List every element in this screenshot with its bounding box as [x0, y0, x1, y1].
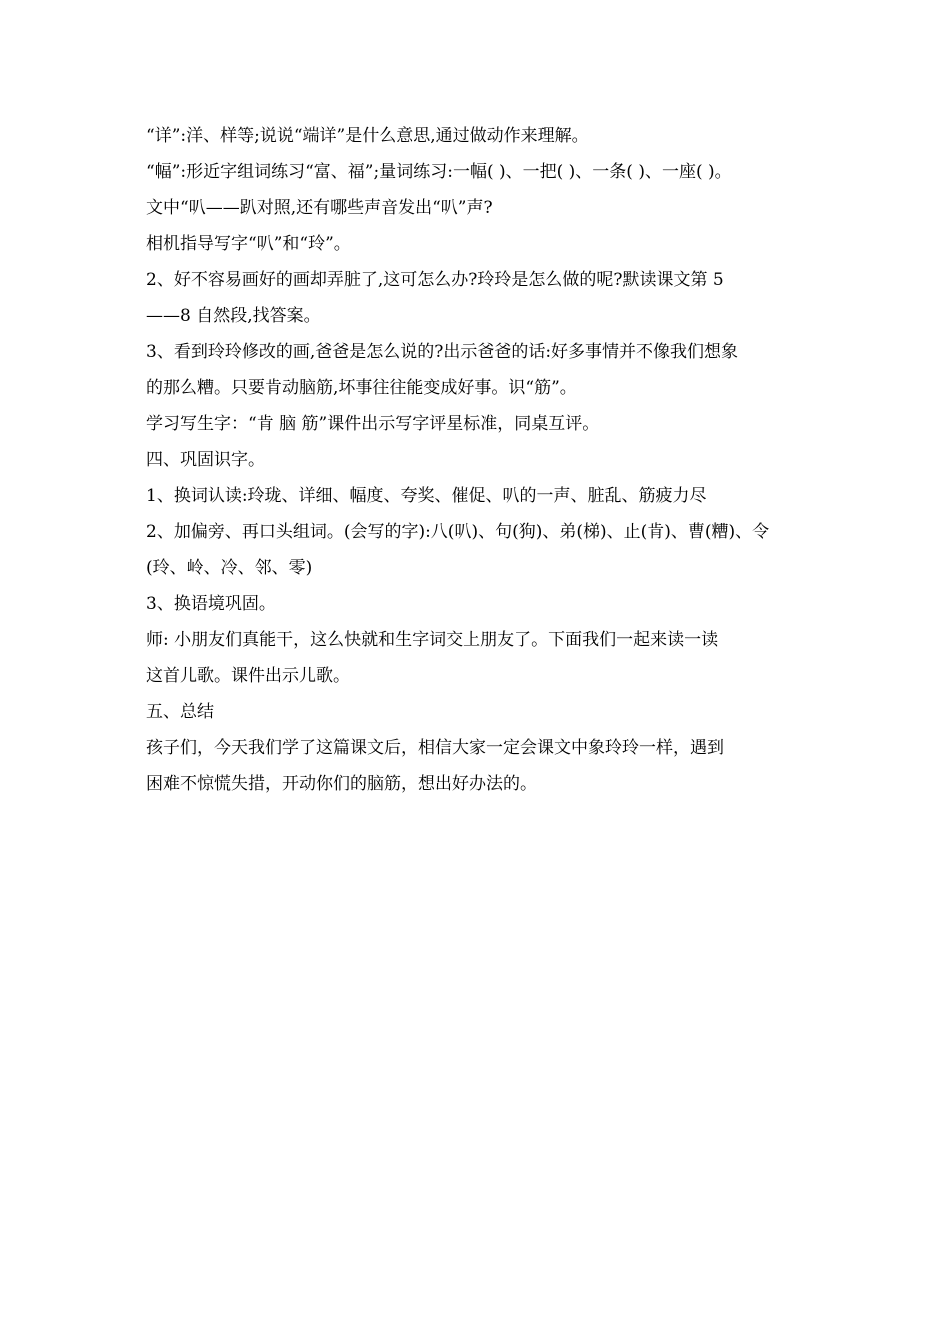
text-line-9: 学习写生字：“肯 脑 筋”课件出示写字评星标准，同桌互评。 [146, 414, 600, 434]
text-line-12: 2、加偏旁、再口头组词。(会写的字):八(叭)、句(狗)、弟(梯)、止(肯)、曹(糟)、令 [146, 522, 770, 542]
section-heading-5: 五、总结 [146, 702, 214, 722]
text-line-19: 困难不惊慌失措，开动你们的脑筋，想出好办法的。 [146, 774, 537, 794]
text-line-15: 师: 小朋友们真能干，这么快就和生字词交上朋友了。下面我们一起来读一读 [146, 630, 719, 650]
text-line-16: 这首儿歌。课件出示儿歌。 [146, 666, 350, 686]
text-line-11: 1、换词认读:玲珑、详细、幅度、夸奖、催促、叭的一声、脏乱、筋疲力尽 [146, 486, 707, 506]
text-line-2: “幅”:形近字组词练习“富、福”;量词练习:一幅( )、一把( )、一条( )、一座( )。 [146, 162, 732, 182]
text-line-14: 3、换语境巩固。 [146, 594, 276, 614]
text-line-7: 3、看到玲玲修改的画,爸爸是怎么说的?出示爸爸的话:好多事情并不像我们想象 [146, 342, 739, 362]
text-line-3: 文中“叭——趴对照,还有哪些声音发出“叭”声? [146, 198, 493, 218]
text-line-1: “详”:洋、样等;说说“端详”是什么意思,通过做动作来理解。 [146, 126, 589, 146]
text-line-4: 相机指导写字“叭”和“玲”。 [146, 234, 351, 254]
text-line-13: (玲、岭、冷、邻、零) [146, 558, 313, 578]
text-line-6: ——8 自然段,找答案。 [146, 306, 321, 326]
text-line-18: 孩子们，今天我们学了这篇课文后，相信大家一定会课文中象玲玲一样，遇到 [146, 738, 724, 758]
section-heading-4: 四、巩固识字。 [146, 450, 265, 470]
text-line-8: 的那么糟。只要肯动脑筋,坏事往往能变成好事。识“筋”。 [146, 378, 577, 398]
text-line-5: 2、好不容易画好的画却弄脏了,这可怎么办?玲玲是怎么做的呢?默读课文第 5 [146, 270, 724, 290]
